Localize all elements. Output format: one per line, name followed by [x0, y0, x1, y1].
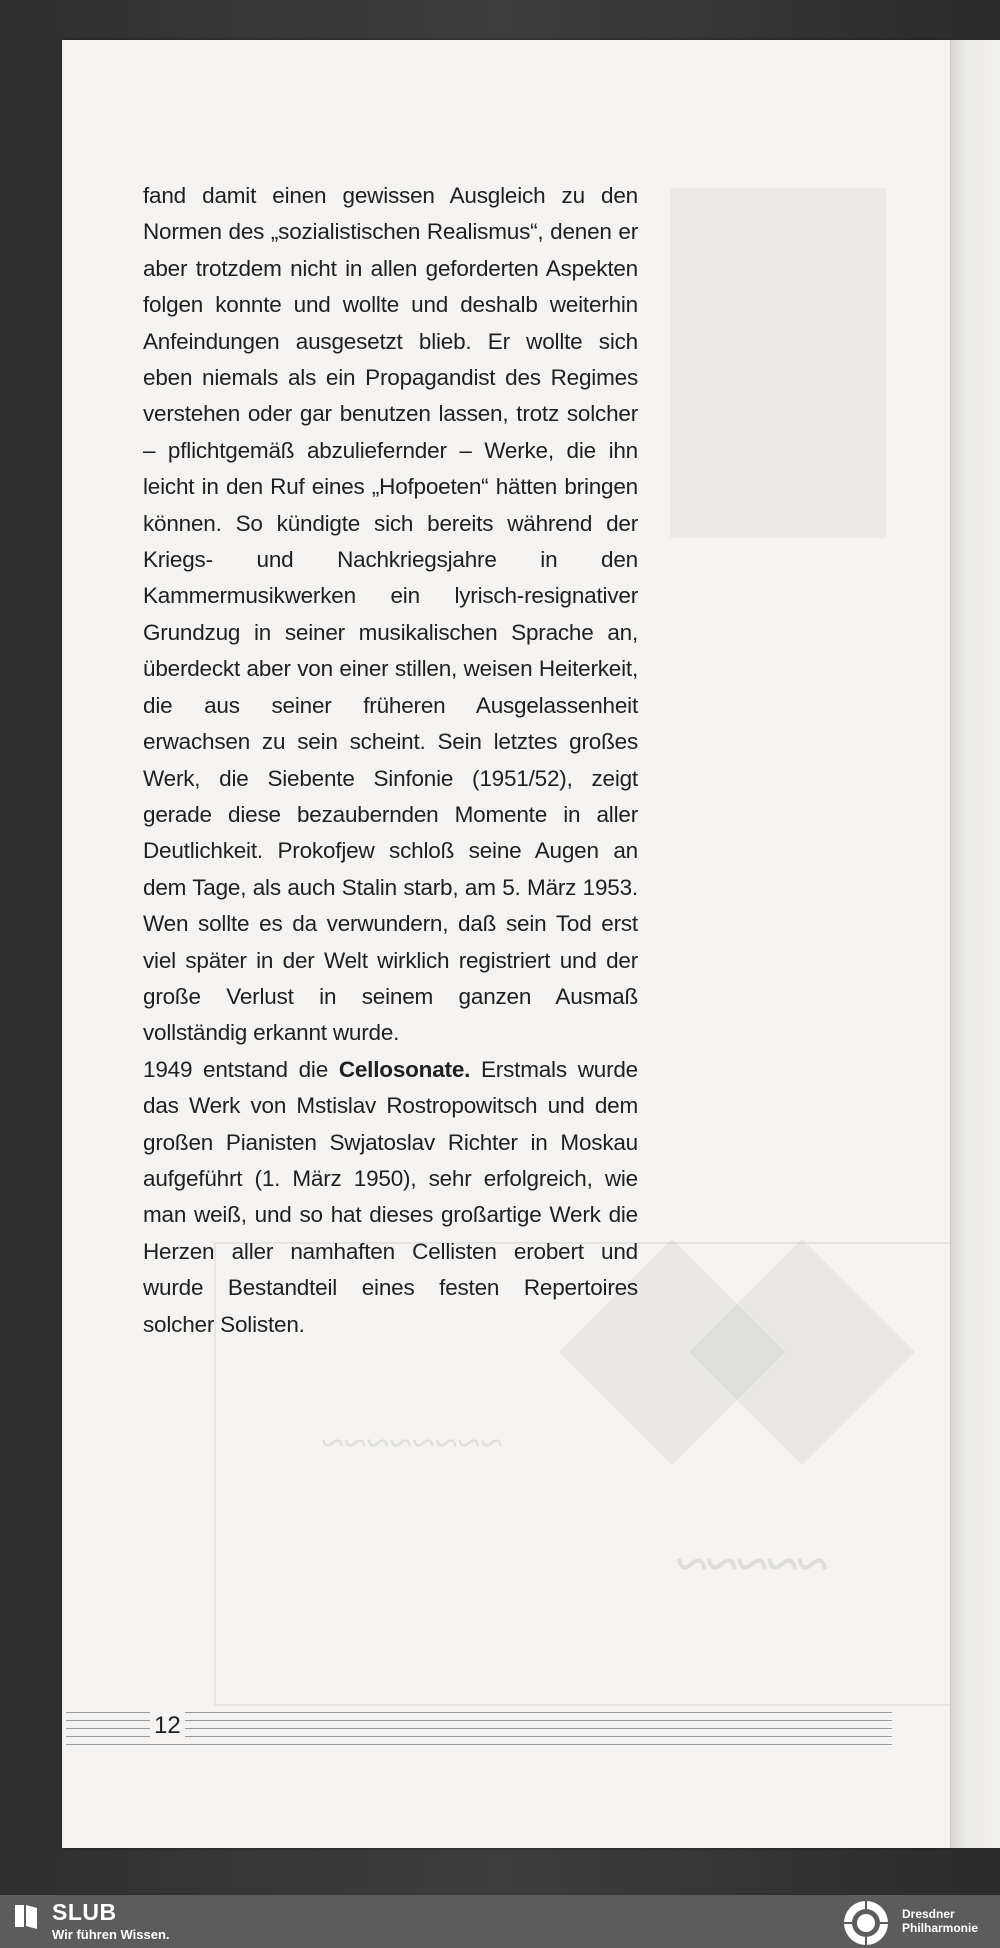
philharmonie-logo-icon: [842, 1899, 890, 1947]
staff-line: [66, 1712, 892, 1713]
footer-bar: [0, 1895, 1000, 1948]
body-text: [143, 178, 638, 1343]
staff-line: [66, 1744, 892, 1745]
page-number: 12: [150, 1712, 185, 1740]
partner-name: [902, 1907, 978, 1935]
show-through-wordmark: ~~~~~: [676, 1531, 828, 1596]
paragraph-1: fand damit einen gewissen Ausgleich zu den Normen des „sozialistischen Realismus“, denen er aber trotzdem nicht in allen geforderten Aspekten folgen konnte und wollte und deshalb weiterhin Anfeindungen ausgesetzt blieb. Er wollte sich eben niemals als ein Propagandist des Regimes verstehen oder gar benutzen lassen, trotz solcher – pflichtgemäß abzuliefernder – Werke, die ihn leicht in den Ruf eines „Hofpoeten“ hätten bringen können. So kündigte sich bereits während der Kriegs- und Nachkriegsjahre in den Kammermusikwerken ein lyrisch-resignativer Grundzug in seiner musikalischen Sprache an, überdeckt aber von einer stillen, weisen Heiterkeit, die aus seiner früheren Ausgelassenheit erwachsen zu sein scheint. Sein letztes großes Werk, die Siebente Sinfonie (1951/52), zeigt gerade diese bezaubernden Momente in aller Deutlichkeit. Prokofjew schloß seine Augen an dem Tage, als auch Stalin starb, am 5. März 1953. Wen sollte es da verwundern, daß sein Tod erst viel später in der Welt wirklich registriert und der große Verlust in seinem ganzen Ausmaß vollständig erkannt wurde.: [143, 183, 638, 1046]
show-through-image: [670, 188, 886, 538]
paragraph-2-lead: 1949 entstand die: [143, 1056, 339, 1082]
slub-book-icon: [14, 1903, 38, 1929]
work-title-cellosonate: Cellosonate.: [338, 1056, 471, 1082]
staff-line: [66, 1720, 892, 1721]
library-tagline: Wir führen Wissen.: [52, 1927, 170, 1942]
next-page-edge: [950, 40, 1000, 1848]
partner-name-line-2: Philharmonie: [902, 1921, 979, 1935]
show-through-heading: ~~~~~~~~: [321, 1421, 503, 1467]
staff-line: [66, 1736, 892, 1737]
paragraph-2-rest: Erstmals wurde das Werk von Mstislav Rostropowitsch und dem großen Pianisten Swjatoslav Richter in Moskau aufgeführt (1. März 1950), sehr erfolgreich, wie man weiß, und so hat dieses großartige Werk die Herzen aller namhaften Cellisten erobert und wurde Bestandteil eines festen Repertoires solcher Solisten.: [143, 1056, 638, 1337]
staff-line: [66, 1728, 892, 1729]
paragraph-2: [143, 1052, 638, 1343]
partner-name-line-1: Dresdner: [902, 1907, 955, 1921]
library-name: SLUB: [52, 1899, 117, 1925]
music-staff-rule: [66, 1712, 892, 1748]
